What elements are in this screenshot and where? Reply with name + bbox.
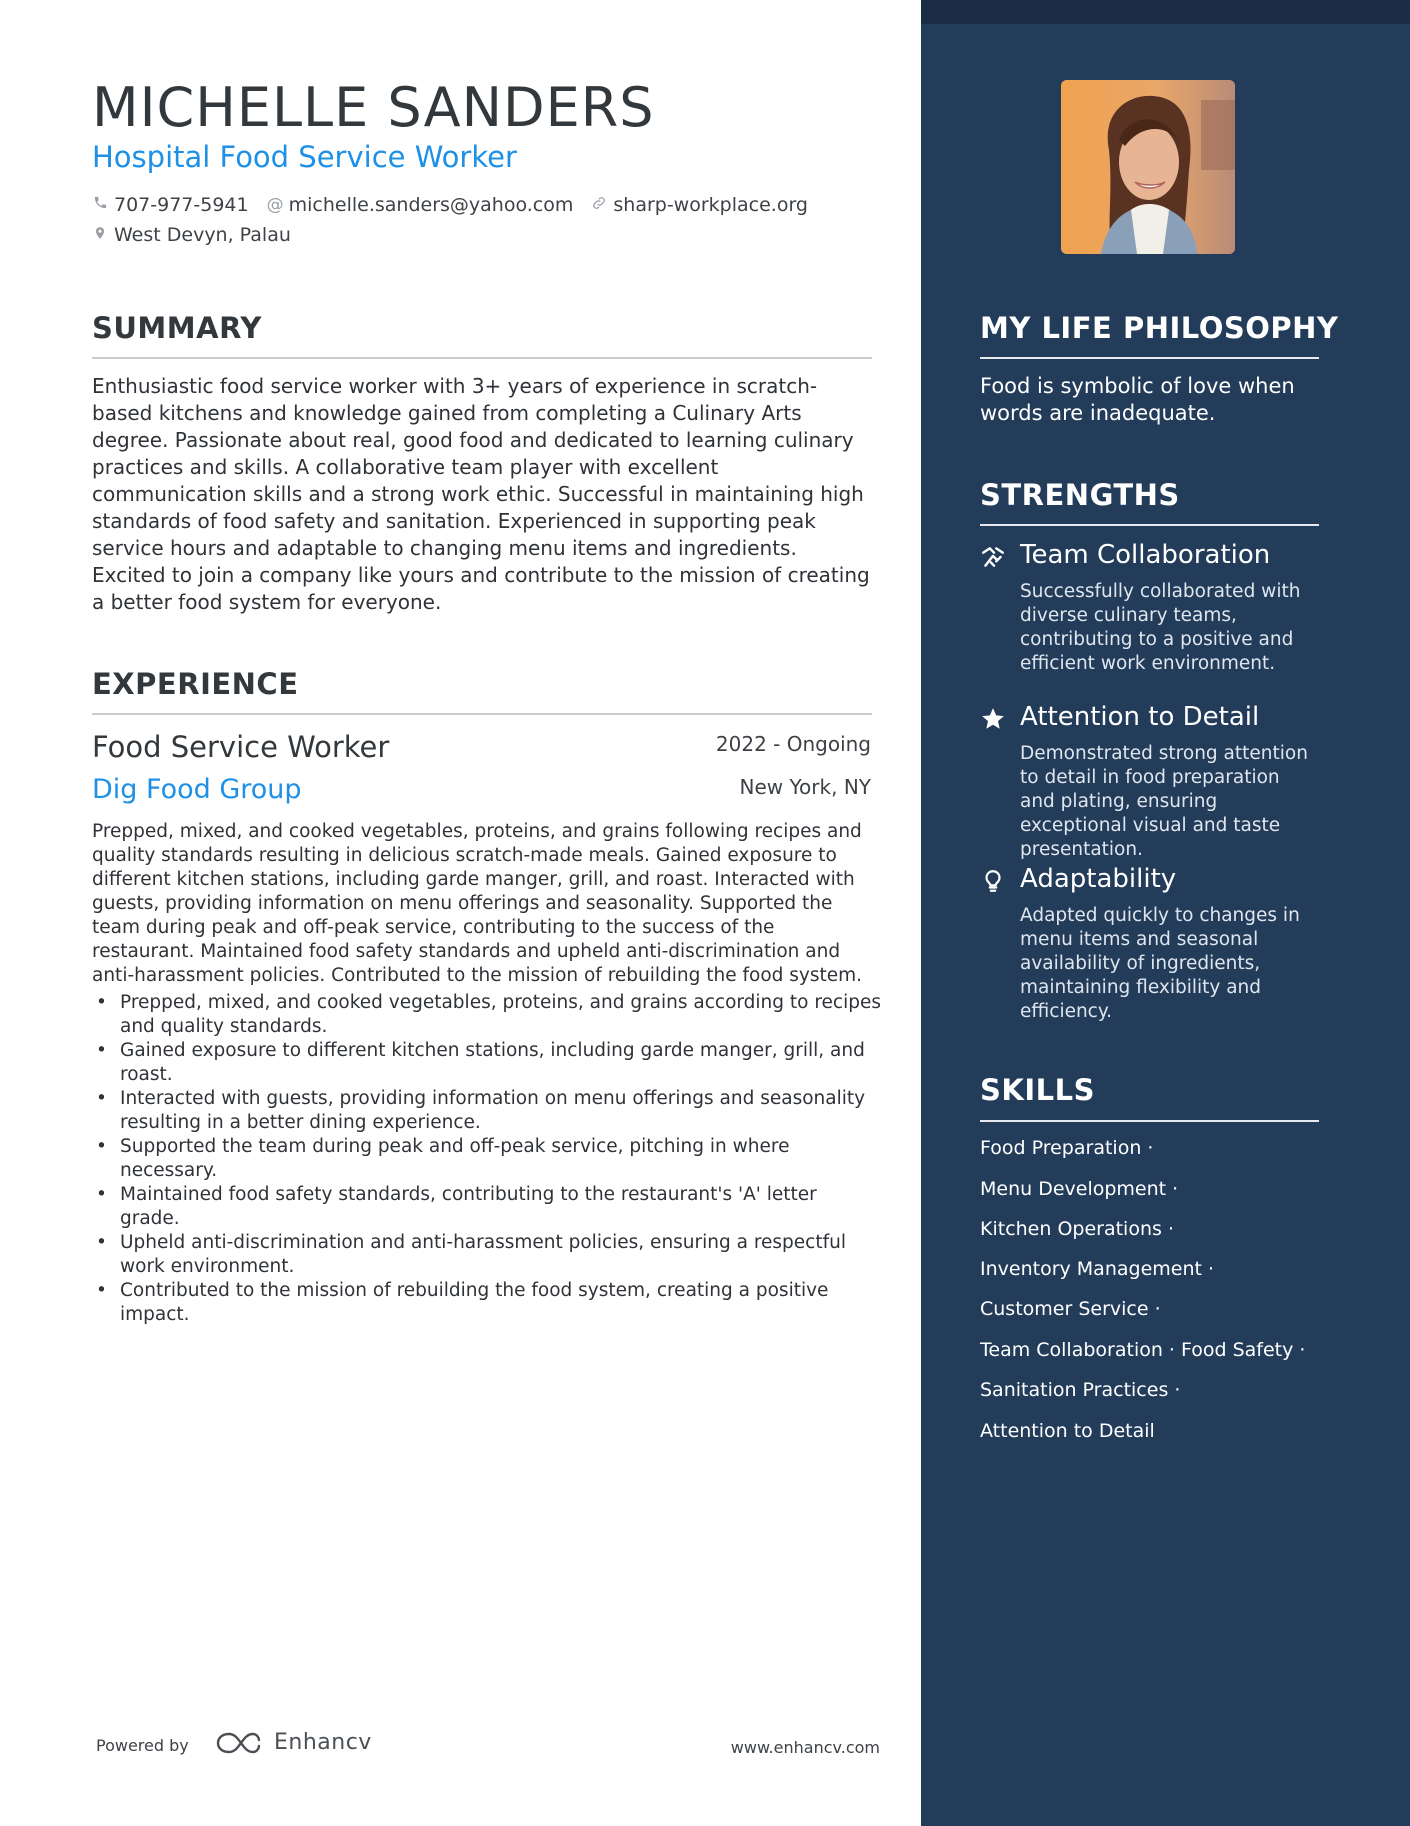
list-item: • Upheld anti-discrimination and anti-harassment policies, ensuring a respectful work environment. (92, 1231, 882, 1279)
strength-name: Team Collaboration (1020, 540, 1271, 570)
summary-text: Enthusiastic food service worker with 3+ years of experience in scratch-based kitchens and knowledge gained from completing a Culinary Arts degree. Passionate about real, good food and dedicated to learning culinary practices and skills. A collaborative team player with excellent communication skills and a strong work ethic. Successful in maintaining high standards of food safety and sanitation. Experienced in supporting peak service hours and adaptable to changing menu items and ingredients. Excited to join a company like yours and contribute to the mission of creating a better food system for everyone. (92, 374, 870, 614)
strength-desc: Successfully collaborated with diverse culinary teams, contributing to a positive and efficient work environment. (1020, 581, 1301, 674)
location-pin-icon (92, 225, 108, 246)
contact-email[interactable] (267, 194, 574, 216)
strengths-divider (980, 524, 1319, 526)
contact-location (92, 224, 291, 246)
skills-heading: SKILLS (980, 1073, 1095, 1107)
profile-photo (1061, 80, 1235, 254)
philosophy-divider (980, 357, 1319, 359)
list-item: • Interacted with guests, providing information on menu offerings and seasonality resulting in a better dining experience. (92, 1087, 882, 1135)
strengths-heading: STRENGTHS (980, 478, 1180, 512)
strength-desc: Adapted quickly to changes in menu items and seasonal availability of ingredients, maintaining flexibility and efficiency. (1020, 905, 1300, 1022)
list-item: • Supported the team during peak and off-peak service, pitching in where necessary. (92, 1135, 882, 1183)
philosophy-text: Food is symbolic of love when words are inadequate. (980, 374, 1295, 425)
phone-icon (92, 195, 108, 215)
strength-name: Attention to Detail (1020, 702, 1260, 732)
skill-line: Attention to Detail (980, 1420, 1155, 1442)
enhancv-brand[interactable]: Enhancv (274, 1730, 372, 1755)
list-item: • Maintained food safety standards, contributing to the restaurant's 'A' letter grade. (92, 1183, 882, 1231)
portrait-image (1061, 80, 1235, 254)
at-icon: @ (266, 195, 284, 215)
contact-row-location (92, 224, 309, 246)
strength-desc: Demonstrated strong attention to detail in food preparation and plating, ensuring exceptional visual and taste presentation. (1020, 743, 1308, 860)
philosophy-heading: MY LIFE PHILOSOPHY (980, 311, 1339, 345)
summary-divider (92, 357, 872, 359)
contact-website[interactable] (591, 194, 808, 216)
footer-website[interactable]: www.enhancv.com (730, 1738, 880, 1757)
list-item: • Gained exposure to different kitchen stations, including garde manger, grill, and roast. (92, 1039, 882, 1087)
location-text: West Devyn, Palau (114, 224, 291, 246)
skill-line: Inventory Management · (980, 1258, 1215, 1280)
skill-line: Food Preparation · (980, 1137, 1154, 1159)
skill-line: Kitchen Operations · (980, 1218, 1174, 1240)
summary-heading: SUMMARY (92, 311, 262, 345)
candidate-name: MICHELLE SANDERS (92, 76, 655, 139)
experience-heading: EXPERIENCE (92, 667, 299, 701)
company-name[interactable]: Dig Food Group (92, 774, 302, 805)
list-item: • Contributed to the mission of rebuilding the food system, creating a positive impact. (92, 1279, 882, 1327)
skills-divider (980, 1120, 1319, 1122)
skill-line: Menu Development · (980, 1178, 1179, 1200)
website-text: sharp-workplace.org (613, 194, 808, 216)
link-icon (591, 195, 607, 216)
experience-description: Prepped, mixed, and cooked vegetables, proteins, and grains following recipes and quality standards resulting in delicious scratch-made meals. Gained exposure to different kitchen stations, including garde manger, grill, and roast. Interacted with guests, providing information on menu offerings and seasonality. Supported the team during peak and off-peak service, contributing to the success of the restaurant. Maintained food safety standards and upheld anti-discrimination and anti-harassment policies. Contributed to the mission of rebuilding the food system. (92, 821, 863, 986)
email-text: michelle.sanders@yahoo.com (288, 194, 574, 216)
experience-divider (92, 713, 872, 715)
skill-line: Sanitation Practices · (980, 1379, 1181, 1401)
phone-text: 707-977-5941 (114, 194, 249, 216)
contact-phone[interactable] (92, 194, 249, 216)
skill-line: Customer Service · (980, 1298, 1161, 1320)
enhancv-logo-icon (215, 1730, 261, 1756)
powered-by-label: Powered by (96, 1736, 189, 1755)
strength-name: Adaptability (1020, 864, 1177, 894)
list-item: • Prepped, mixed, and cooked vegetables, proteins, and grains according to recipes and quality standards. (92, 991, 882, 1039)
lightbulb-icon (980, 868, 1006, 894)
experience-bullets (92, 991, 882, 1327)
star-icon (980, 706, 1006, 732)
job-title: Hospital Food Service Worker (92, 140, 517, 174)
sidebar-top-bar (921, 0, 1410, 24)
role-dates: 2022 - Ongoing (715, 732, 871, 756)
role-title: Food Service Worker (92, 730, 390, 764)
role-location: New York, NY (739, 775, 871, 799)
skill-line: Team Collaboration · Food Safety · (980, 1339, 1306, 1361)
handshake-icon (980, 544, 1006, 570)
contact-row (92, 194, 826, 216)
